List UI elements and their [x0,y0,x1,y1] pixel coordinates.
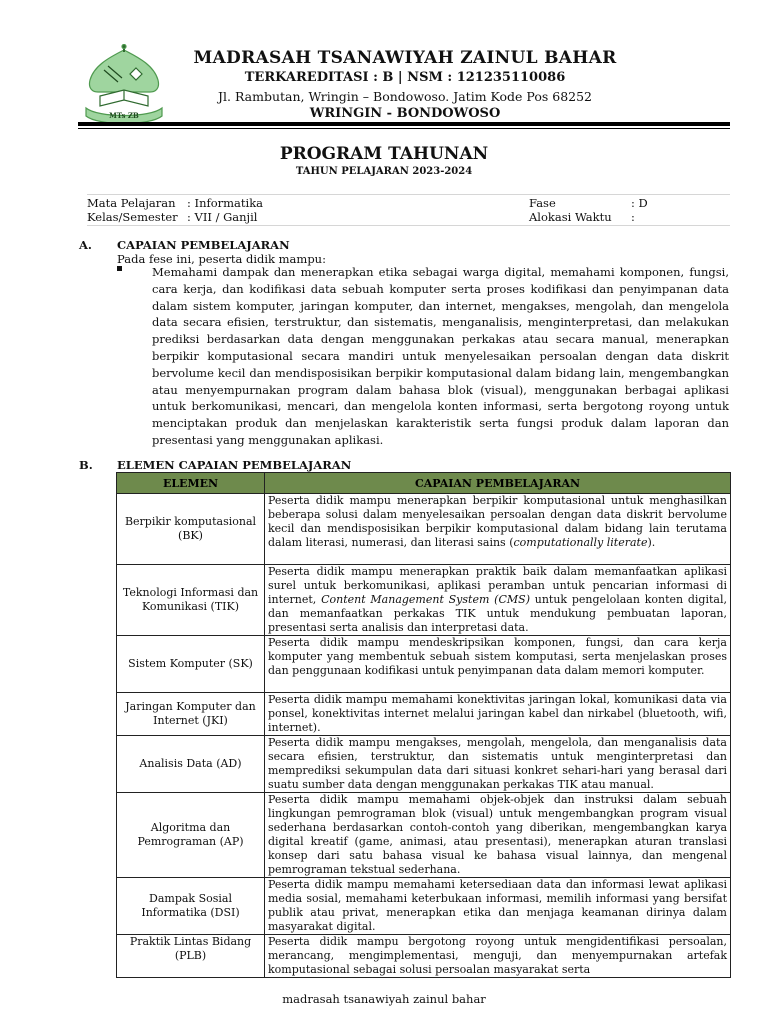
element-name: Algoritma dan Pemrograman (AP) [117,793,265,878]
document-page: MTs ZB MADRASAH TSANAWIYAH ZAINUL BAHAR TERKAREDITASI : B | NSM : 121235110086 Jl. Rambutan, Wringin – Bondowoso. Jatim Kode Pos 68252 WRINGIN - BONDOWOSO PROGRAM TAHUNAN TAHUN PELAJARAN 2023-2024 Mata Pelajaran : Informatika Fase : D Kelas/Semester : VII / Ganjil Alokasi Waktu : A. CAPAIAN PEMBELAJARAN Pada fese ini, peserta didik mampu: Memahami dampak dan menerapkan etika sebagai warga digital, memahami komponen, fungsi, cara kerja, dan kodifikasi data sebuah komputer serta proses kodifikasi dan penyimpanan data dalam sistem komputer, jaringan komputer, dan internet, mengakses, mengolah, dan mengelola data secara efisien, terstruktur, dan sistematis, menganalisis, menginterpretasi, dan melakukan prediksi berdasarkan data dengan menggunakan perkakas atau secara manual, menerapkan berpikir komputasional secara mandiri untuk menyelesaikan persoalan dengan data diskrit bervolume kecil dan mendisposisikan berpikir komputasional dalam bidang lain, mengembangkan atau menyempurnakan program dalam bahasa blok (visual), menggunakan berbagai aplikasi untuk berkomunikasi, mencari, dan mengelola konten informasi, serta bergotong royong untuk menciptakan produk dan menjelaskan karakteristik serta fungsi produk dalam laporan dan presentasi yang menggunakan aplikasi. B. ELEMEN CAPAIAN PEMBELAJARAN ELEMEN CAPAIAN PEMBELAJARAN Berpikir komputasional (BK) Peserta didik mampu menerapkan berpikir komputasional untuk menghasilkan beberapa solusi dalam menyelesaikan persoalan dengan data diskrit bervolume kecil dan mendisposisikan berpikir komputasional dalam bidang lain terutama dalam literasi, numerasi, dan literasi sains (computationally literate). Teknologi Informasi dan Komunikasi (TIK) Peserta didik mampu menerapkan praktik baik dalam memanfaatkan aplikasi surel untuk berkomunikasi, aplikasi peramban untuk pencarian informasi di internet, Content Management System (CMS) untuk pengelolaan konten digital, dan memanfaatkan perkakas TIK untuk mendukung pembuatan laporan, presentasi serta analisis dan interpretasi data. Sistem Komputer (SK) Peserta didik mampu mendeskripsikan komponen, fungsi, dan cara kerja komputer yang membentuk sebuah sistem komputasi, serta menjelaskan proses dan penggunaan kodifikasi untuk penyimpanan data dalam memori komputer. Jaringan Komputer dan Internet (JKI) Peserta didik mampu memahami konektivitas jaringan lokal, komunikasi data via ponsel, konektivitas internet melalui jaringan kabel dan nirkabel (bluetooth, wifi, internet). Analisis Data (AD) Peserta didik mampu mengakses, mengolah, mengelola, dan menganalisis data secara efisien, terstruktur, dan sistematis untuk menginterpretasi dan memprediksi sekumpulan data dari situasi konkret sehari-hari yang berasal dari suatu sumber data dengan menggunakan perkakas TIK atau manual. Algoritma dan Pemrograman (AP) Peserta didik mampu memahami objek-objek dan instruksi dalam sebuah lingkungan pemrograman blok (visual) untuk mengembangkan program visual sederhana berdasarkan contoh-contoh yang diberikan, mengembangkan karya digital kreatif (game, animasi, atau presentasi), menerapkan aturan translasi konsep dari satu bahasa visual ke bahasa visual lainnya, dan mengenal pemrograman tekstual sederhana. Dampak Sosial Informatika (DSI) Peserta didik mampu memahami ketersediaan data dan informasi lewat aplikasi media sosial, memahami keterbukaan informasi, memilih informasi yang bersifat publik atau privat, menerapkan etika dan menjaga keamanan dirinya dalam masyarakat digital. Praktik Lintas Bidang (PLB) Peserta didik mampu bergotong royong untuk mengidentifikasi persoalan, merancang, mengimplementasi, menguji, dan menyempurnakan artefak komputasional sebagai solusi persoalan masyarakat serta madrasah tsanawiyah zainul bahar [0,0,768,1024]
element-name: Teknologi Informasi dan Komunikasi (TIK) [117,565,265,636]
element-name: Jaringan Komputer dan Internet (JKI) [117,693,265,736]
element-description: Peserta didik mampu memahami ketersediaan data dan informasi lewat aplikasi media sosial, memahami keterbukaan informasi, memilih informasi yang bersifat publik atau privat, menerapkan etika dan menjaga keamanan dirinya dalam masyarakat digital. [265,878,731,935]
class-label: Kelas/Semester [87,210,178,224]
section-a-bullet: Memahami dampak dan menerapkan etika sebagai warga digital, memahami komponen, fungsi, cara kerja, dan kodifikasi data sebuah komputer serta proses kodifikasi dan penyimpanan data dalam sistem komputer, jaringan komputer, dan internet, mengakses, mengolah, dan mengelola data secara efisien, terstruktur, dan sistematis, menganalisis, menginterpretasi, dan melakukan prediksi berdasarkan data dengan menggunakan perkakas atau secara manual, menerapkan berpikir komputasional secara mandiri untuk menyelesaikan persoalan dengan data diskrit bervolume kecil dan mendisposisikan berpikir komputasional dalam bidang lain, mengembangkan atau menyempurnakan program dalam bahasa blok (visual), menggunakan berbagai aplikasi untuk berkomunikasi, mencari, dan mengelola konten informasi, serta bergotong royong untuk menciptakan produk dan menjelaskan karakteristik serta fungsi produk dalam laporan dan presentasi yang menggunakan aplikasi. [152,265,729,447]
letterhead-divider-thin [78,128,730,129]
page-footer: madrasah tsanawiyah zainul bahar [282,992,486,1006]
element-name: Analisis Data (AD) [117,736,265,793]
element-description: Peserta didik mampu memahami konektivitas jaringan lokal, komunikasi data via ponsel, konektivitas internet melalui jaringan kabel dan nirkabel (bluetooth, wifi, internet). [265,693,731,736]
school-name: MADRASAH TSANAWIYAH ZAINUL BAHAR [193,48,617,68]
phase-value: : D [631,196,648,210]
accreditation-line: TERKAREDITASI : B | NSM : 121235110086 [244,70,566,85]
table-row [117,793,731,878]
table-row [117,878,731,935]
table-row [117,736,731,793]
element-description: Peserta didik mampu menerapkan berpikir komputasional untuk menghasilkan beberapa solusi dalam menyelesaikan persoalan dengan data diskrit bervolume kecil dan mendisposisikan berpikir komputasional dalam bidang lain terutama dalam literasi, numerasi, dan literasi sains (computationally literate). [265,494,731,565]
letterhead-divider-thick [78,122,730,126]
table-row [117,693,731,736]
info-divider [87,225,730,226]
element-description: Peserta didik mampu mengakses, mengolah, mengelola, dan menganalisis data secara efisien, terstruktur, dan sistematis untuk menginterpretasi dan memprediksi sekumpulan data dari situasi konkret sehari-hari yang berasal dari suatu sumber data dengan menggunakan perkakas TIK atau manual. [265,736,731,793]
section-a-intro: Pada fese ini, peserta didik mampu: [117,252,326,266]
time-value: : [631,210,635,224]
element-name: Sistem Komputer (SK) [117,636,265,693]
table-row [117,935,731,978]
element-name: Praktik Lintas Bidang (PLB) [117,935,265,978]
elements-table [116,472,731,978]
document-subtitle: TAHUN PELAJARAN 2023-2024 [295,166,473,177]
address-line: Jl. Rambutan, Wringin – Bondowoso. Jatim Kode Pos 68252 [217,89,593,104]
document-title: PROGRAM TAHUNAN [279,144,489,164]
class-value: : VII / Ganjil [187,210,258,224]
column-header-element: ELEMEN [117,473,265,494]
element-description: Peserta didik mampu menerapkan praktik baik dalam memanfaatkan aplikasi surel untuk berkomunikasi, aplikasi peramban untuk pencarian informasi di internet, Content Management System (CMS) untuk pengelolaan konten digital, dan memanfaatkan perkakas TIK untuk mendukung pembuatan laporan, presentasi serta analisis dan interpretasi data. [265,565,731,636]
phase-label: Fase [529,196,556,210]
subject-value: : Informatika [187,196,264,210]
element-description: Peserta didik mampu mendeskripsikan komponen, fungsi, dan cara kerja komputer yang membentuk sebuah sistem komputasi, serta menjelaskan proses dan penggunaan kodifikasi untuk penyimpanan data dalam memori komputer. [265,636,731,693]
element-description: Peserta didik mampu bergotong royong untuk mengidentifikasi persoalan, merancang, mengimplementasi, menguji, dan menyempurnakan artefak komputasional sebagai solusi persoalan masyarakat serta [265,935,731,978]
column-header-achievement: CAPAIAN PEMBELAJARAN [265,473,731,494]
element-description: Peserta didik mampu memahami objek-objek dan instruksi dalam sebuah lingkungan pemrograman blok (visual) untuk mengembangkan program visual sederhana berdasarkan contoh-contoh yang diberikan, mengembangkan karya digital kreatif (game, animasi, atau presentasi), menerapkan aturan translasi konsep dari satu bahasa visual ke bahasa visual lainnya, dan mengenal pemrograman tekstual sederhana. [265,793,731,878]
table-row [117,494,731,565]
table-row [117,636,731,693]
table-row [117,565,731,636]
bullet-marker [117,266,122,271]
svg-text:MTs ZB: MTs ZB [109,111,139,120]
time-label: Alokasi Waktu [529,210,612,224]
info-divider [87,194,730,195]
school-logo [78,44,170,126]
subject-label: Mata Pelajaran [87,196,176,210]
city-line: WRINGIN - BONDOWOSO [309,106,501,121]
element-name: Dampak Sosial Informatika (DSI) [117,878,265,935]
element-name: Berpikir komputasional (BK) [117,494,265,565]
